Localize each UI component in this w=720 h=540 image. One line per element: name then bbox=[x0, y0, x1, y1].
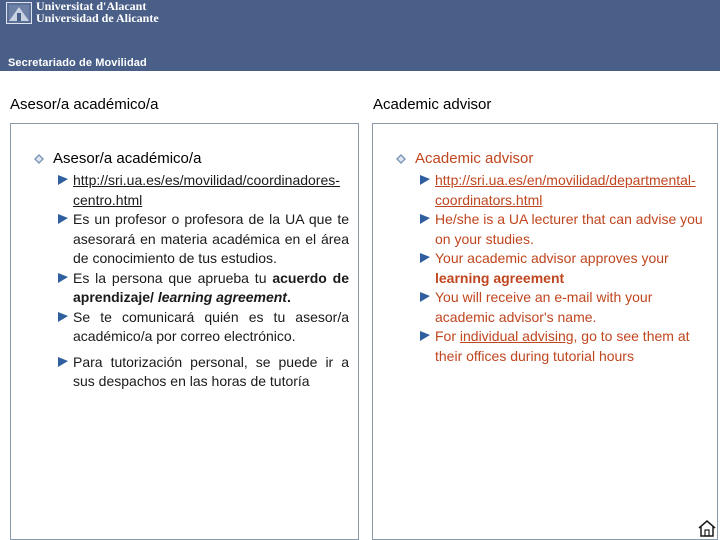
university-logo bbox=[6, 2, 32, 24]
main-bullet-text: Academic advisor bbox=[415, 150, 534, 167]
item-end-text: . bbox=[286, 289, 291, 305]
arrow-bullet-icon bbox=[57, 272, 69, 284]
item-text: You will receive an e-mail with your academic advisor's name. bbox=[435, 289, 653, 325]
item-text: Es la persona que aprueba tu bbox=[73, 269, 273, 286]
arrow-bullet-icon bbox=[57, 356, 69, 368]
main-bullet-item bbox=[415, 150, 533, 168]
spanish-panel bbox=[10, 123, 359, 540]
item-text: Your academic advisor approves your bbox=[435, 250, 669, 266]
list-item bbox=[435, 210, 711, 249]
item-emphasis-text: learning agreement bbox=[157, 289, 287, 305]
item-strong-text: acuerdo de aprendizaje/ bbox=[73, 269, 349, 305]
header-banner bbox=[0, 0, 720, 71]
arrow-bullet-icon bbox=[57, 311, 69, 323]
item-text: For bbox=[435, 328, 460, 344]
list-item bbox=[73, 308, 349, 347]
list-item bbox=[435, 249, 711, 288]
link-departmental-coordinators[interactable]: http://sri.ua.es/en/movilidad/departmental-coordinators.html bbox=[435, 172, 696, 208]
individual-advising-link[interactable]: individual advising bbox=[459, 328, 574, 344]
department-name: Secretariado de Movilidad bbox=[8, 57, 147, 69]
item-text: Se te comunicará quién es tu asesor/a académico/a por correo electrónico. bbox=[73, 308, 349, 344]
left-column-title: Asesor/a académico/a bbox=[10, 96, 159, 113]
right-column-title: Academic advisor bbox=[373, 96, 492, 113]
arrow-bullet-icon bbox=[419, 252, 431, 264]
item-text: He/she is a UA lecturer that can advise you on your studies. bbox=[435, 211, 703, 247]
diamond-bullet-icon bbox=[395, 153, 407, 165]
list-item bbox=[435, 171, 711, 210]
item-end-text: , go to see them at their offices during tutorial hours bbox=[435, 328, 690, 364]
university-name-valencian: Universitat d'Alacant bbox=[36, 0, 147, 13]
item-strong-text: learning agreement bbox=[435, 269, 565, 286]
arrow-bullet-icon bbox=[57, 174, 69, 186]
university-name-spanish: Universidad de Alicante bbox=[36, 11, 159, 25]
arrow-bullet-icon bbox=[419, 291, 431, 303]
arrow-bullet-icon bbox=[419, 174, 431, 186]
arrow-bullet-icon bbox=[419, 330, 431, 342]
list-item bbox=[73, 269, 349, 308]
link-coordinators[interactable]: http://sri.ua.es/es/movilidad/coordinadores-centro.html bbox=[73, 172, 340, 208]
list-item bbox=[435, 327, 711, 366]
main-bullet-item bbox=[53, 150, 201, 168]
home-icon[interactable] bbox=[697, 519, 717, 537]
list-item bbox=[73, 171, 349, 210]
diamond-bullet-icon bbox=[33, 153, 45, 165]
list-item bbox=[73, 353, 349, 392]
sub-list bbox=[73, 171, 349, 392]
english-panel bbox=[372, 123, 718, 540]
item-text: Para tutorización personal, se puede ir a sus despachos en las horas de tutoría bbox=[73, 353, 349, 389]
arrow-bullet-icon bbox=[57, 213, 69, 225]
sub-list bbox=[435, 171, 711, 366]
list-item bbox=[435, 288, 711, 327]
main-bullet-text: Asesor/a académico/a bbox=[53, 150, 202, 167]
item-text: Es un profesor o profesora de la UA que te asesorará en materia académica en el área de conocimiento de tus estudios. bbox=[73, 211, 349, 266]
arrow-bullet-icon bbox=[419, 213, 431, 225]
list-item bbox=[73, 210, 349, 269]
